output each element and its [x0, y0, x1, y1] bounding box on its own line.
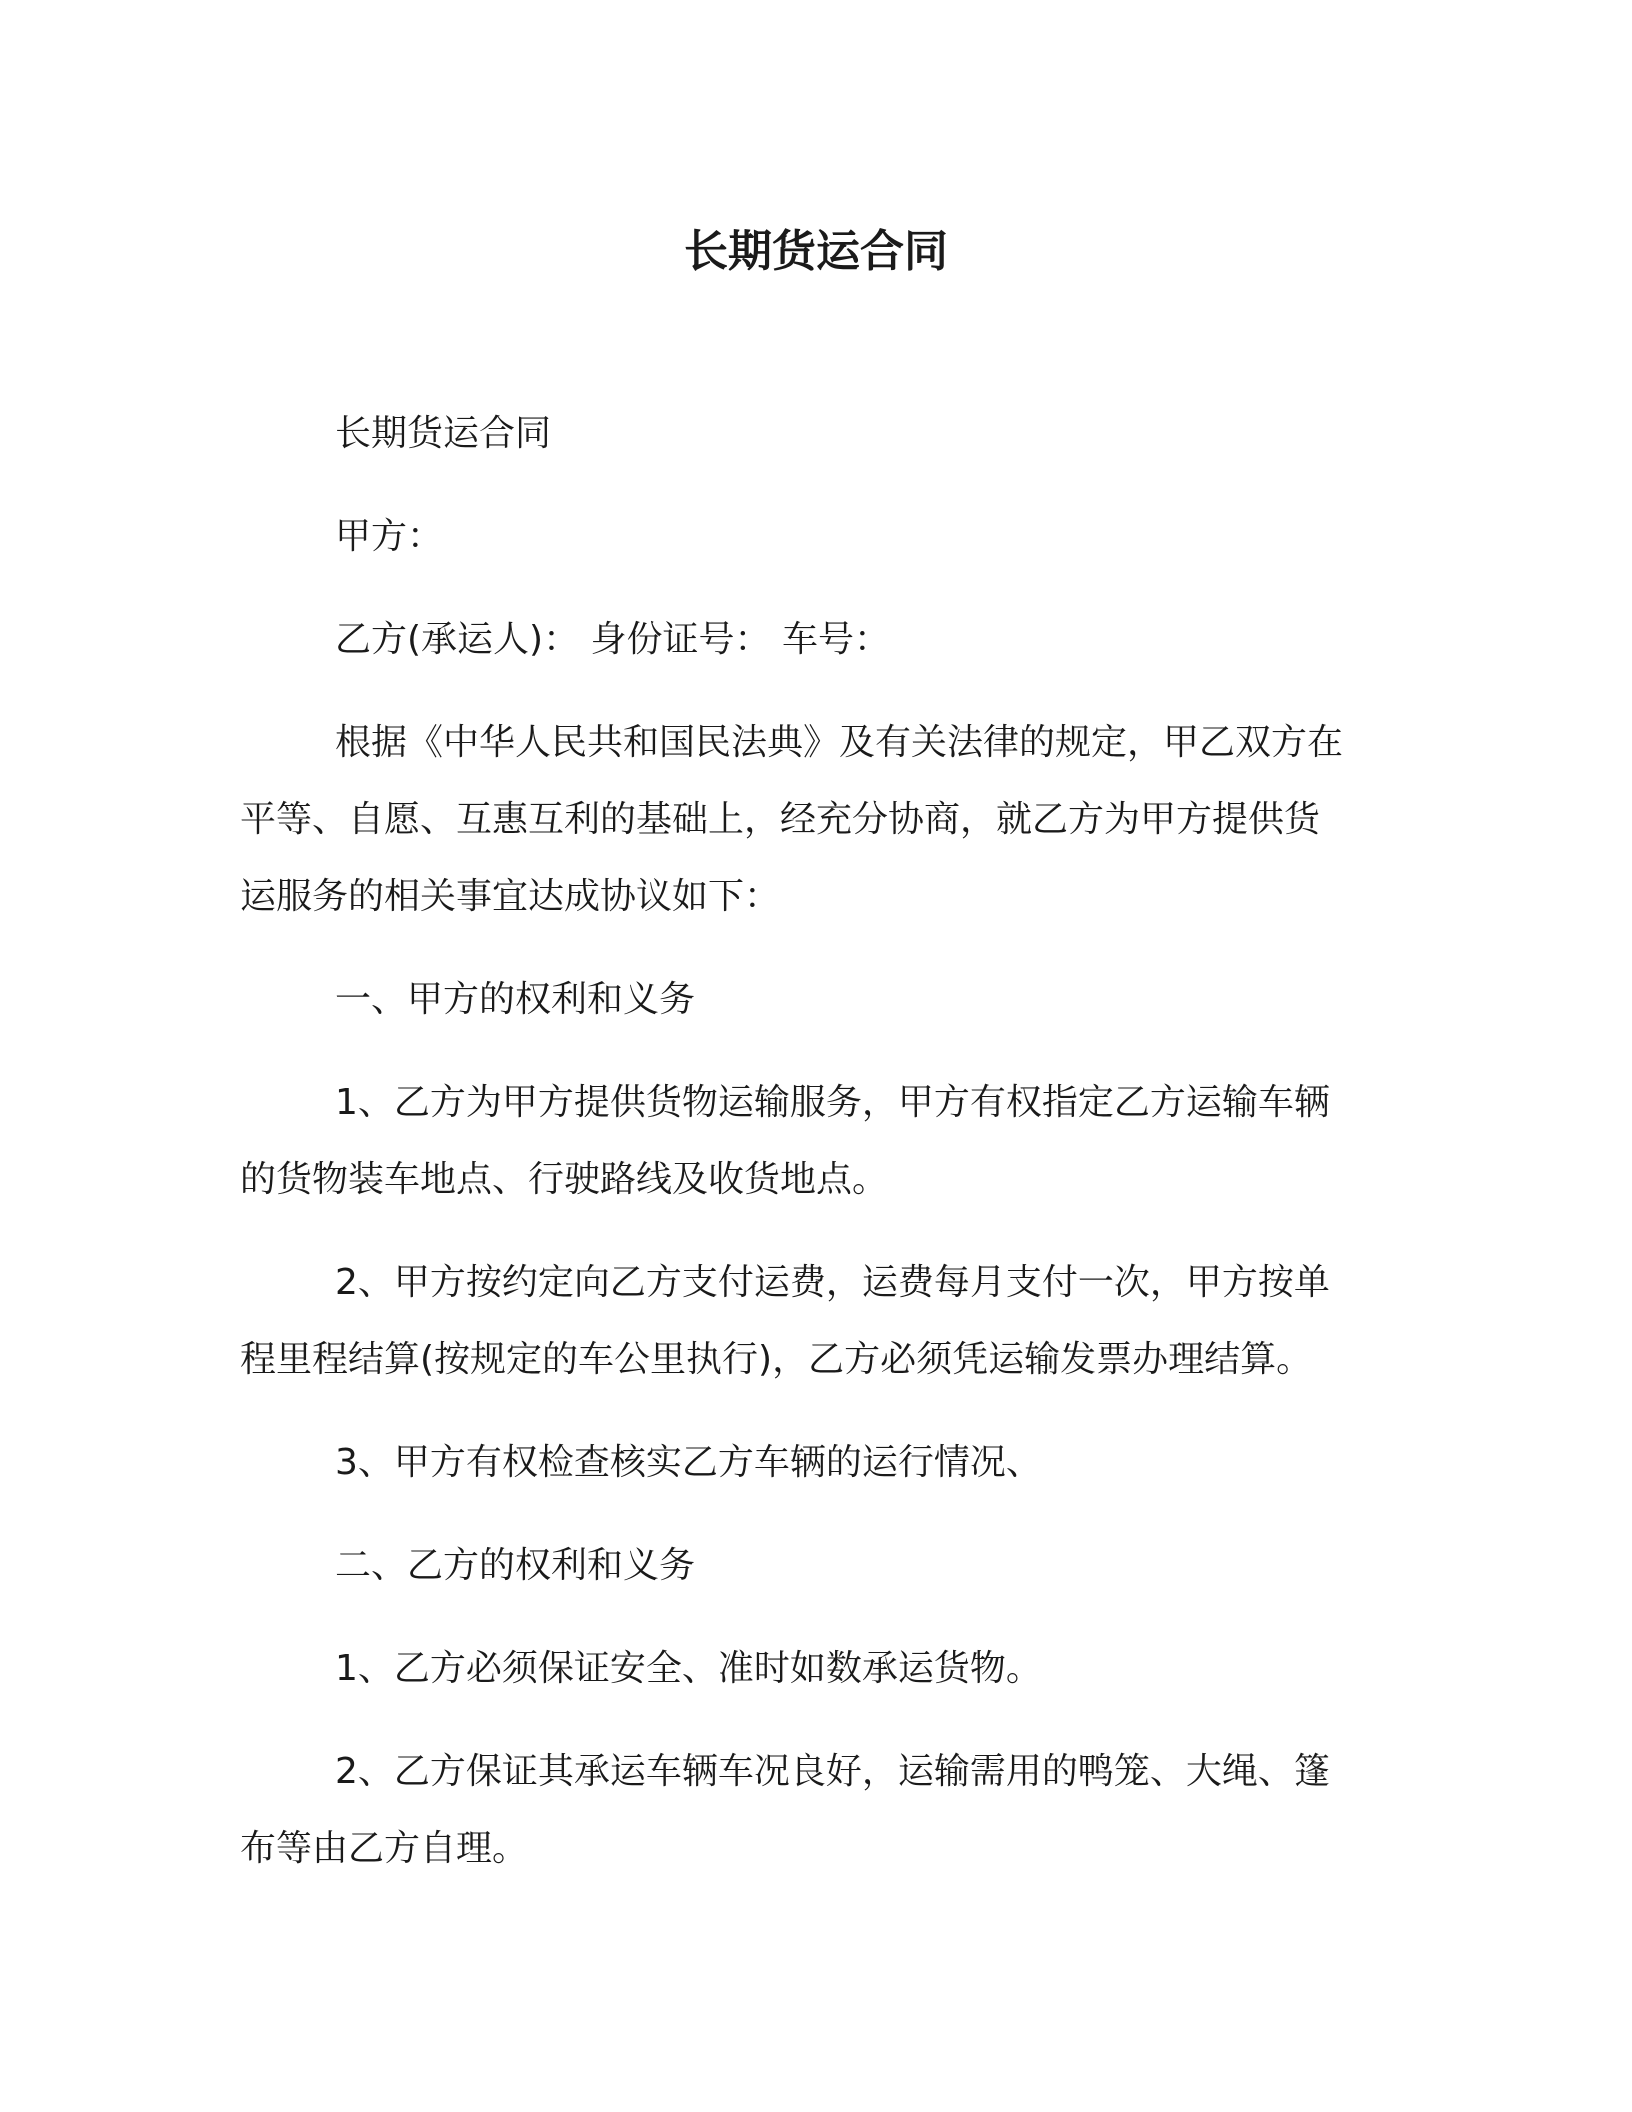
text-line: 2、甲方按约定向乙方支付运费，运费每月支付一次，甲方按单 [335, 1262, 1330, 1303]
text-line: 长期货运合同 [335, 413, 552, 454]
text-line: 3、甲方有权检查核实乙方车辆的运行情况、 [335, 1442, 1042, 1483]
paragraph-heading [240, 395, 1390, 472]
text-line: 甲方： [335, 516, 444, 557]
text-line: 运服务的相关事宜达成协议如下： [240, 876, 781, 917]
text-line: 的货物装车地点、行驶路线及收货地点。 [240, 1159, 889, 1200]
clause-a-1 [240, 1064, 1390, 1218]
text-line: 平等、自愿、互惠互利的基础上，经充分协商，就乙方为甲方提供货 [240, 799, 1321, 840]
document-body [240, 395, 1390, 1913]
section-heading-party-a [240, 961, 1390, 1038]
section-heading-party-b [240, 1527, 1390, 1604]
text-line: 2、乙方保证其承运车辆车况良好，运输需用的鸭笼、大绳、篷 [335, 1751, 1330, 1792]
clause-a-2 [240, 1244, 1390, 1398]
text-line: 布等由乙方自理。 [240, 1828, 529, 1869]
paragraph-party-b [240, 601, 1390, 678]
clause-b-2 [240, 1733, 1390, 1887]
clause-b-1 [240, 1630, 1390, 1707]
paragraph-preamble [240, 704, 1390, 935]
text-line: 1、乙方必须保证安全、准时如数承运货物。 [335, 1648, 1042, 1689]
text-line: 程里程结算(按规定的车公里执行)，乙方必须凭运输发票办理结算。 [240, 1339, 1313, 1380]
text-line: 二、乙方的权利和义务 [335, 1545, 696, 1586]
text-line: 1、乙方为甲方提供货物运输服务，甲方有权指定乙方运输车辆 [335, 1082, 1330, 1123]
text-line: 乙方(承运人)： 身份证号： 车号： [335, 619, 890, 660]
paragraph-party-a [240, 498, 1390, 575]
text-line: 一、甲方的权利和义务 [335, 979, 696, 1020]
clause-a-3 [240, 1424, 1390, 1501]
document-title: 长期货运合同 [684, 226, 948, 277]
text-line: 根据《中华人民共和国民法典》及有关法律的规定，甲乙双方在 [335, 722, 1344, 763]
